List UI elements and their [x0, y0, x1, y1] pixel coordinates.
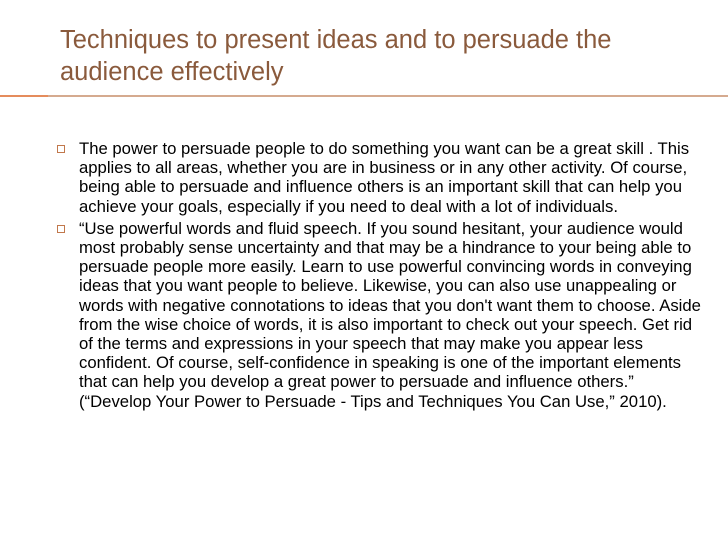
bullet-item-powerful-words-quote — [55, 219, 705, 411]
title-divider-rule — [48, 95, 728, 97]
bullet-text: “Use powerful words and fluid speech. If you sound hesitant, your audience would most probably sense uncertainty and that may be a hindrance to your being able to persuade people more easily. Learn to use powerful convincing words in conveying ideas that you want people to believe. Likewise, you can also use unappealing or words with negative connotations to ideas that you don't want them to choose. Aside from the wise choice of words, it is also important to check out your speech. Get rid of the terms and expressions in your speech that may make you appear less confident. Of course, self-confidence in speaking is one of the important elements that can help you develop a great power to persuade and influence others.” (“Develop Your Power to Persuade - Tips and Techniques You Can Use,” 2010). — [79, 218, 701, 411]
bullet-text: The power to persuade people to do something you want can be a great skill . This applies to all areas, whether you are in business or in any other activity. Of course, being able to persuade and influence others is an important skill that can help you achieve your goals, especially if you need to deal with a lot of individuals. — [79, 139, 690, 216]
title-accent-rule — [0, 95, 48, 97]
hollow-square-bullet-icon — [57, 145, 65, 153]
bullet-list — [55, 139, 705, 414]
bullet-item-persuasion-skill — [55, 139, 705, 216]
slide-title: Techniques to present ideas and to persuade the audience effectively — [60, 26, 612, 86]
hollow-square-bullet-icon — [57, 225, 65, 233]
